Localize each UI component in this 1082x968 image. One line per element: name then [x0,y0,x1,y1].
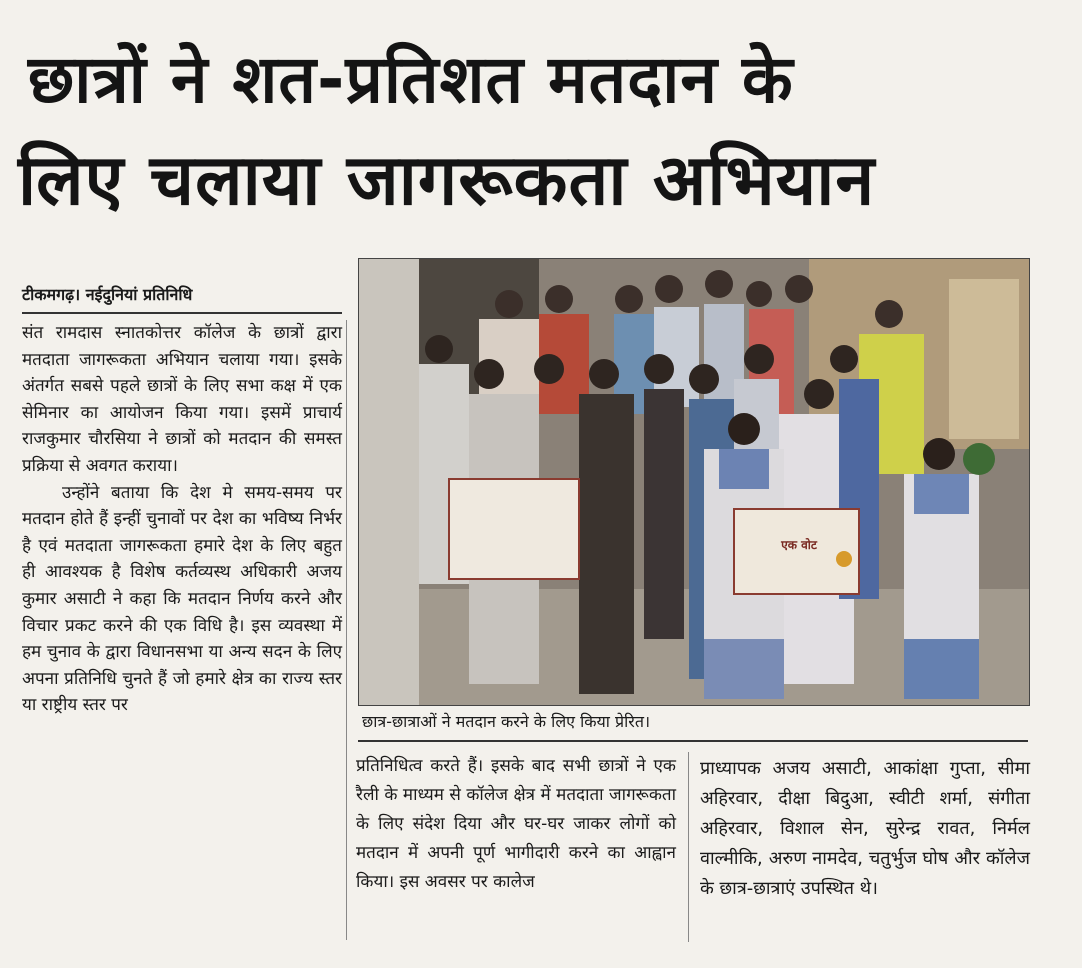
headline-line-1: छात्रों ने शत-प्रतिशत मतदान के [28,41,794,118]
article-paragraph-1: संत रामदास स्नातकोत्तर कॉलेज के छात्रों द्वारा मतदाता जागरूकता अभियान चलाया गया। इसके अंतर्गत सबसे पहले छात्रों के लिए सभा कक्ष में एक सेमिनार का आयोजन किया गया। इसमें प्राचार्य राजकुमार चौरसिया ने छात्रों को मतदान की समस्त प्रक्रिया से अवगत कराया। [22,323,342,476]
article-paragraph-3: प्रतिनिधित्व करते हैं। इसके बाद सभी छात्रों ने एक रैली के माध्यम से कॉलेज क्षेत्र में मतदाता जागरूकता के लिए संदेश दिया और घर-घर जाकर लोगों को मतदान में अपनी पूर्ण भागीदारी करने का आह्वान किया। इस अवसर पर कालेज [356,756,676,892]
dateline-rule [22,312,342,314]
column-divider [688,752,689,942]
article-column-middle [356,752,676,897]
headline-line-2: लिए चलाया जागरूकता अभियान [18,139,876,221]
group-photo-illustration [359,259,1029,705]
headline [18,30,1068,230]
banner-text: एक वोट [781,538,817,552]
article-column-right [700,754,1030,904]
column-divider [346,320,347,940]
article-paragraph-4: प्राध्यापक अजय असाटी, आकांक्षा गुप्ता, सीमा अहिरवार, दीक्षा बिदुआ, स्वीटी शर्मा, संगीता अहिरवार, विशाल सेन, सुरेन्द्र रावत, निर्मल वाल्मीकि, अरुण नामदेव, चतुर्भुज घोष और कॉलेज के छात्र-छात्राएं उपस्थित थे। [700,758,1030,899]
article-paragraph-2: उन्होंने बताया कि देश मे समय-समय पर मतदान होते हैं इन्हीं चुनावों पर देश का भविष्य निर्भर है एवं मतदाता जागरूकता हमारे देश के लिए बहुत ही आवश्यक है विशेष कर्तव्यस्थ अधिकारी अजय कुमार असाटी ने कहा कि मतदान निर्णय करने और विचार प्रकट करने की एक विधि है। इस व्यवस्था में हम चुनाव के द्वारा विधानसभा या अन्य सदन के लिए अपना प्रतिनिधि चुनते हैं जो हमारे क्षेत्र का राज्य स्तर या राष्ट्रीय स्तर पर [22,482,342,716]
article-column-left [22,320,342,719]
caption-rule [358,740,1028,742]
photo-caption: छात्र-छात्राओं ने मतदान करने के लिए किया प्रेरित। [362,712,651,731]
dateline: टीकमगढ़। नईदुनियां प्रतिनिधि [22,285,193,304]
news-photo [358,258,1030,706]
